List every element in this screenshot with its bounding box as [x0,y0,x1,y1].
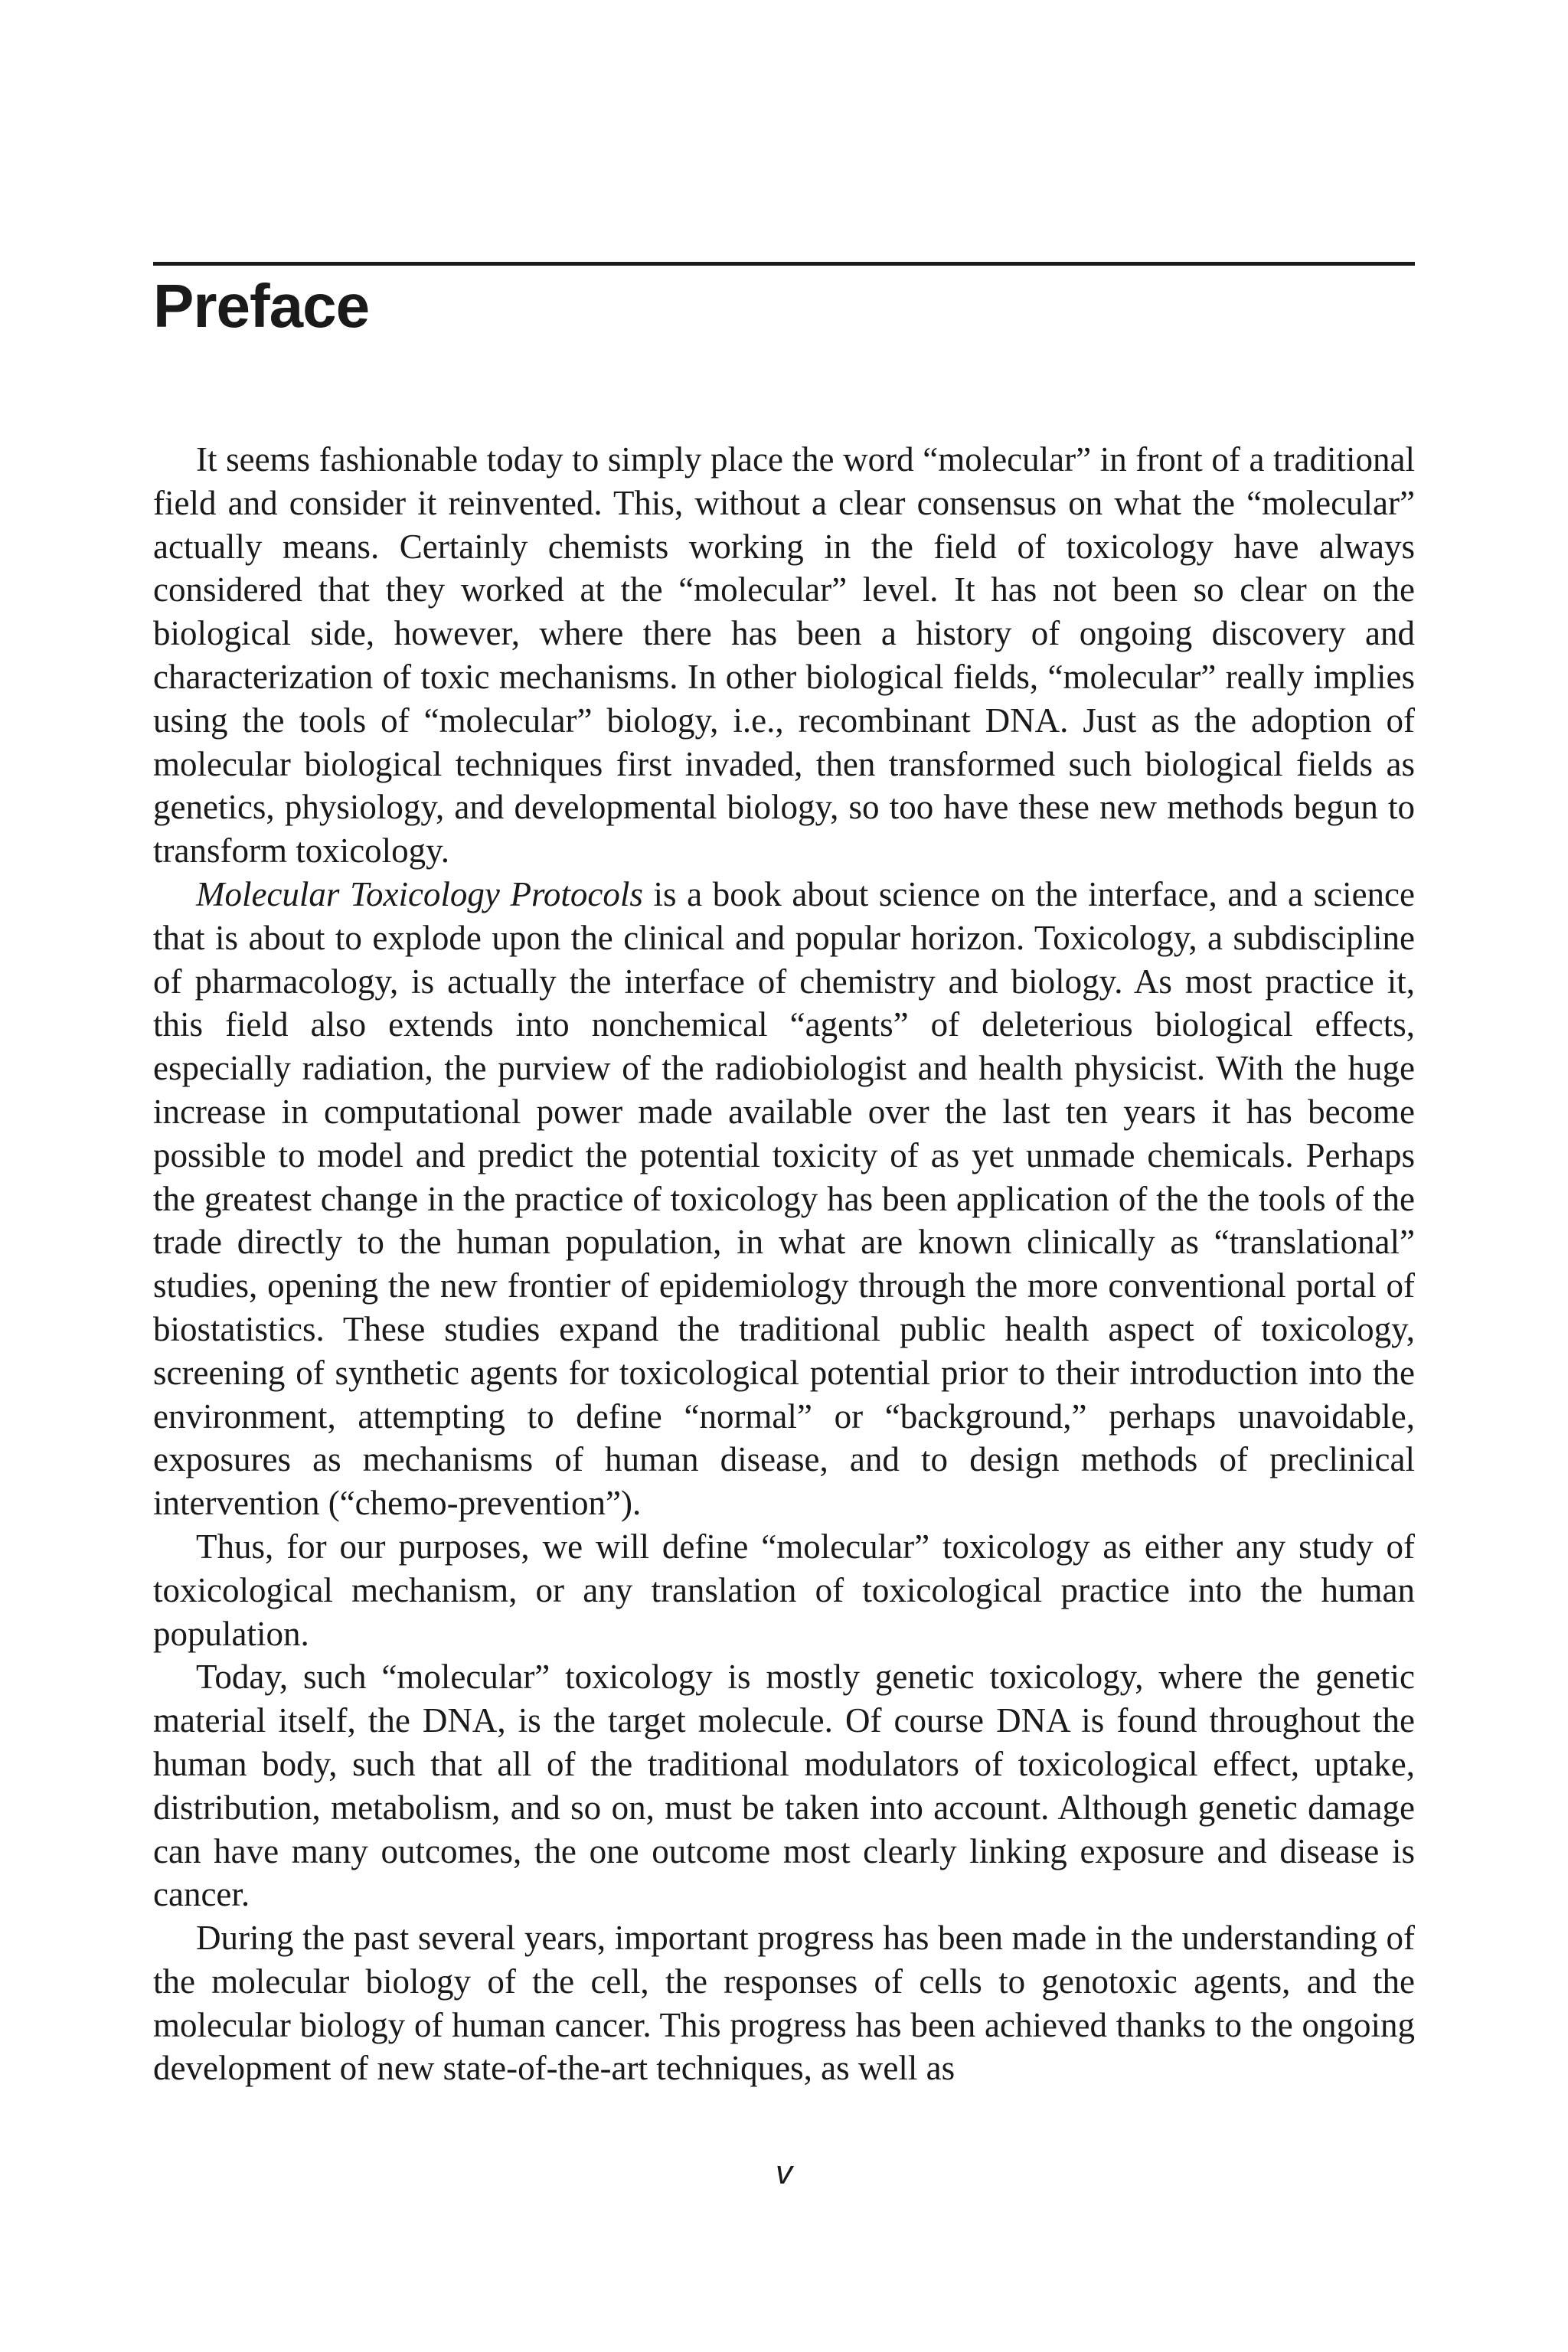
page-number: v [776,2154,792,2191]
book-title: Molecular Toxicology Protocols [196,874,643,913]
paragraph-2-text: is a book about science on the interface, and a science that is about to explode upon the clinical and popular horizon. Toxicology, a subdiscipline of pharmacology, is actually the interface of chemistry and biology. As most practice it, this field also extends into nonchemical “agents” of deleterious biological effects, especially radiation, the purview of the radiobiologist and health physicist. With the huge increase in computational power made available over the last ten years it has become possible to model and predict the potential toxicity of as yet unmade chemicals. Perhaps the greatest change in the practice of toxicology has been application of the the tools of the trade directly to the human population, in what are known clinically as “translational” studies, opening the new frontier of epidemiology through the more conventional portal of biostatistics. These studies expand the traditional public health aspect of toxicology, screening of synthetic agents for toxicological potential prior to their introduction into the environment, attempting to define “normal” or “background,” perhaps unavoidable, exposures as mechanisms of human disease, and to design methods of preclinical intervention (“chemo-prevention”). [153,874,1415,1523]
preface-body [153,438,1415,2090]
paragraph-5: During the past several years, important progress has been made in the understanding of the molecular biology of the cell, the responses of cells to genotoxic agents, and the molecular biology of human cancer. This progress has been achieved thanks to the ongoing development of new state-of-the-art techniques, as well as [153,1919,1415,2088]
paragraph-4: Today, such “molecular” toxicology is mostly genetic toxicology, where the genetic material itself, the DNA, is the target molecule. Of course DNA is found throughout the human body, such that all of the traditional modulators of toxicological effect, uptake, distribution, metabolism, and so on, must be taken into account. Although genetic damage can have many outcomes, the one outcome most clearly linking exposure and disease is cancer. [153,1658,1415,1914]
paragraph-2 [153,873,1415,1525]
paragraph-1: It seems fashionable today to simply place the word “molecular” in front of a traditional field and consider it reinvented. This, without a clear consensus on what the “molecular” actually means. Certainly chemists working in the field of toxicology have always considered that they worked at the “molecular” level. It has not been so clear on the biological side, however, where there has been a history of ongoing discovery and characterization of toxic mechanisms. In other biological fields, “molecular” really implies using the tools of “molecular” biology, i.e., recombinant DNA. Just as the adoption of molecular biological techniques first invaded, then transformed such biological fields as genetics, physiology, and developmental biology, so too have these new methods begun to transform toxicology. [153,440,1415,871]
paragraph-3: Thus, for our purposes, we will define “molecular” toxicology as either any study of toxicological mechanism, or any translation of toxicological practice into the human population. [153,1527,1415,1653]
title-rule [153,262,1415,266]
page-title: Preface [153,272,370,340]
